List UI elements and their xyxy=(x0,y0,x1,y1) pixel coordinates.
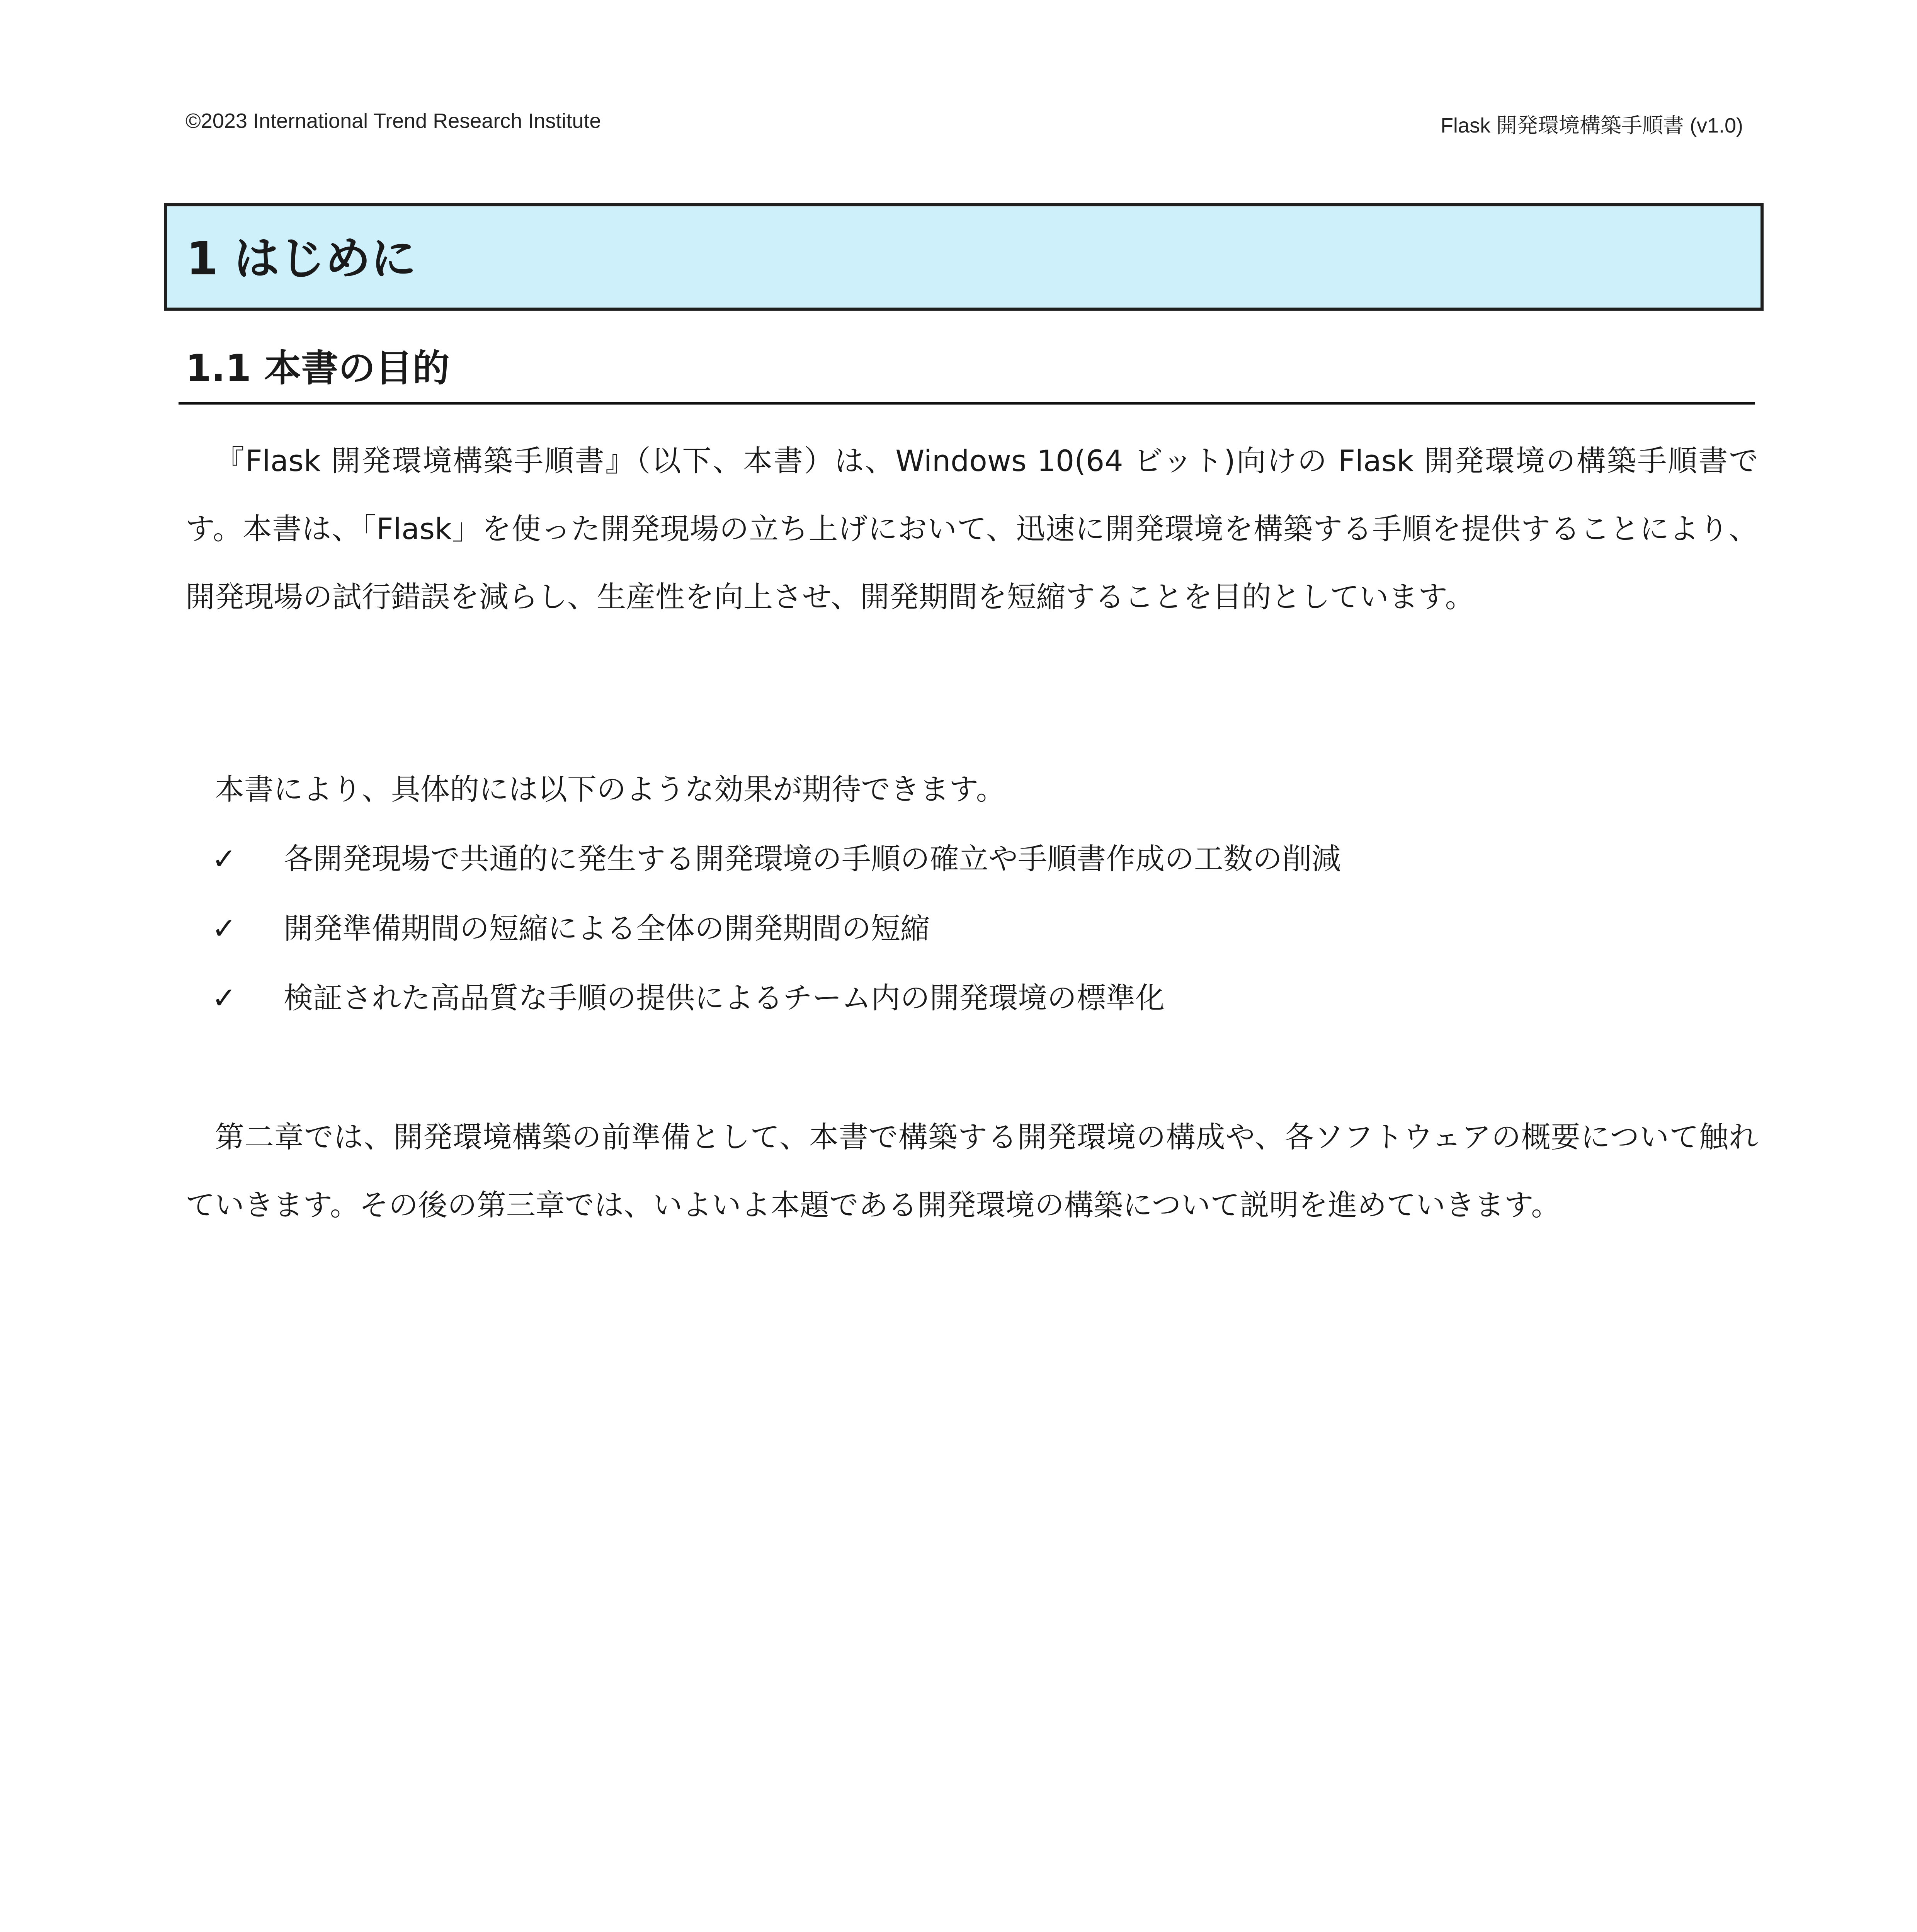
chapter-heading: 1 はじめに xyxy=(186,232,417,285)
effect-item-text: 各開発現場で共通的に発生する開発環境の手順の確立や手順書作成の工数の削減 xyxy=(284,842,1341,876)
section-heading: 1.1 本書の目的 xyxy=(185,347,450,390)
effect-item xyxy=(212,895,930,963)
checkmark-icon: ✓ xyxy=(212,911,236,946)
effect-item xyxy=(212,825,1341,893)
effects-intro: 本書により、具体的には以下のような効果が期待できます。 xyxy=(215,772,1005,806)
effect-item xyxy=(212,964,1165,1032)
header-document-title: Flask 開発環境構築手順書 (v1.0) xyxy=(1440,114,1743,137)
section-underline xyxy=(179,402,1755,405)
effect-item-text: 検証された高品質な手順の提供によるチーム内の開発環境の標準化 xyxy=(284,981,1165,1015)
header-copyright: ©2023 International Trend Research Institute xyxy=(185,109,601,133)
effect-item-text: 開発準備期間の短縮による全体の開発期間の短縮 xyxy=(284,911,930,946)
checkmark-icon: ✓ xyxy=(212,842,236,876)
purpose-paragraph: 『Flask 開発環境構築手順書』（以下、本書）は、Windows 10(64 ビット)向けの Flask 開発環境の構築手順書です。本書は、「Flask」を使った開発現場の立ち上げにおいて、迅速に開発環境を構築する手順を提供することにより、開発現場の試行錯誤を減らし、生産性を向上させ、開発期間を短縮することを目的としています。 xyxy=(185,444,1758,614)
outline-paragraph: 第二章では、開発環境構築の前準備として、本書で構築する開発環境の構成や、各ソフトウェアの概要について触れていきます。その後の第三章では、いよいよ本題である開発環境の構築について説明を進めていきます。 xyxy=(185,1120,1758,1222)
chapter-heading-box xyxy=(164,203,1764,311)
checkmark-icon: ✓ xyxy=(212,981,236,1015)
